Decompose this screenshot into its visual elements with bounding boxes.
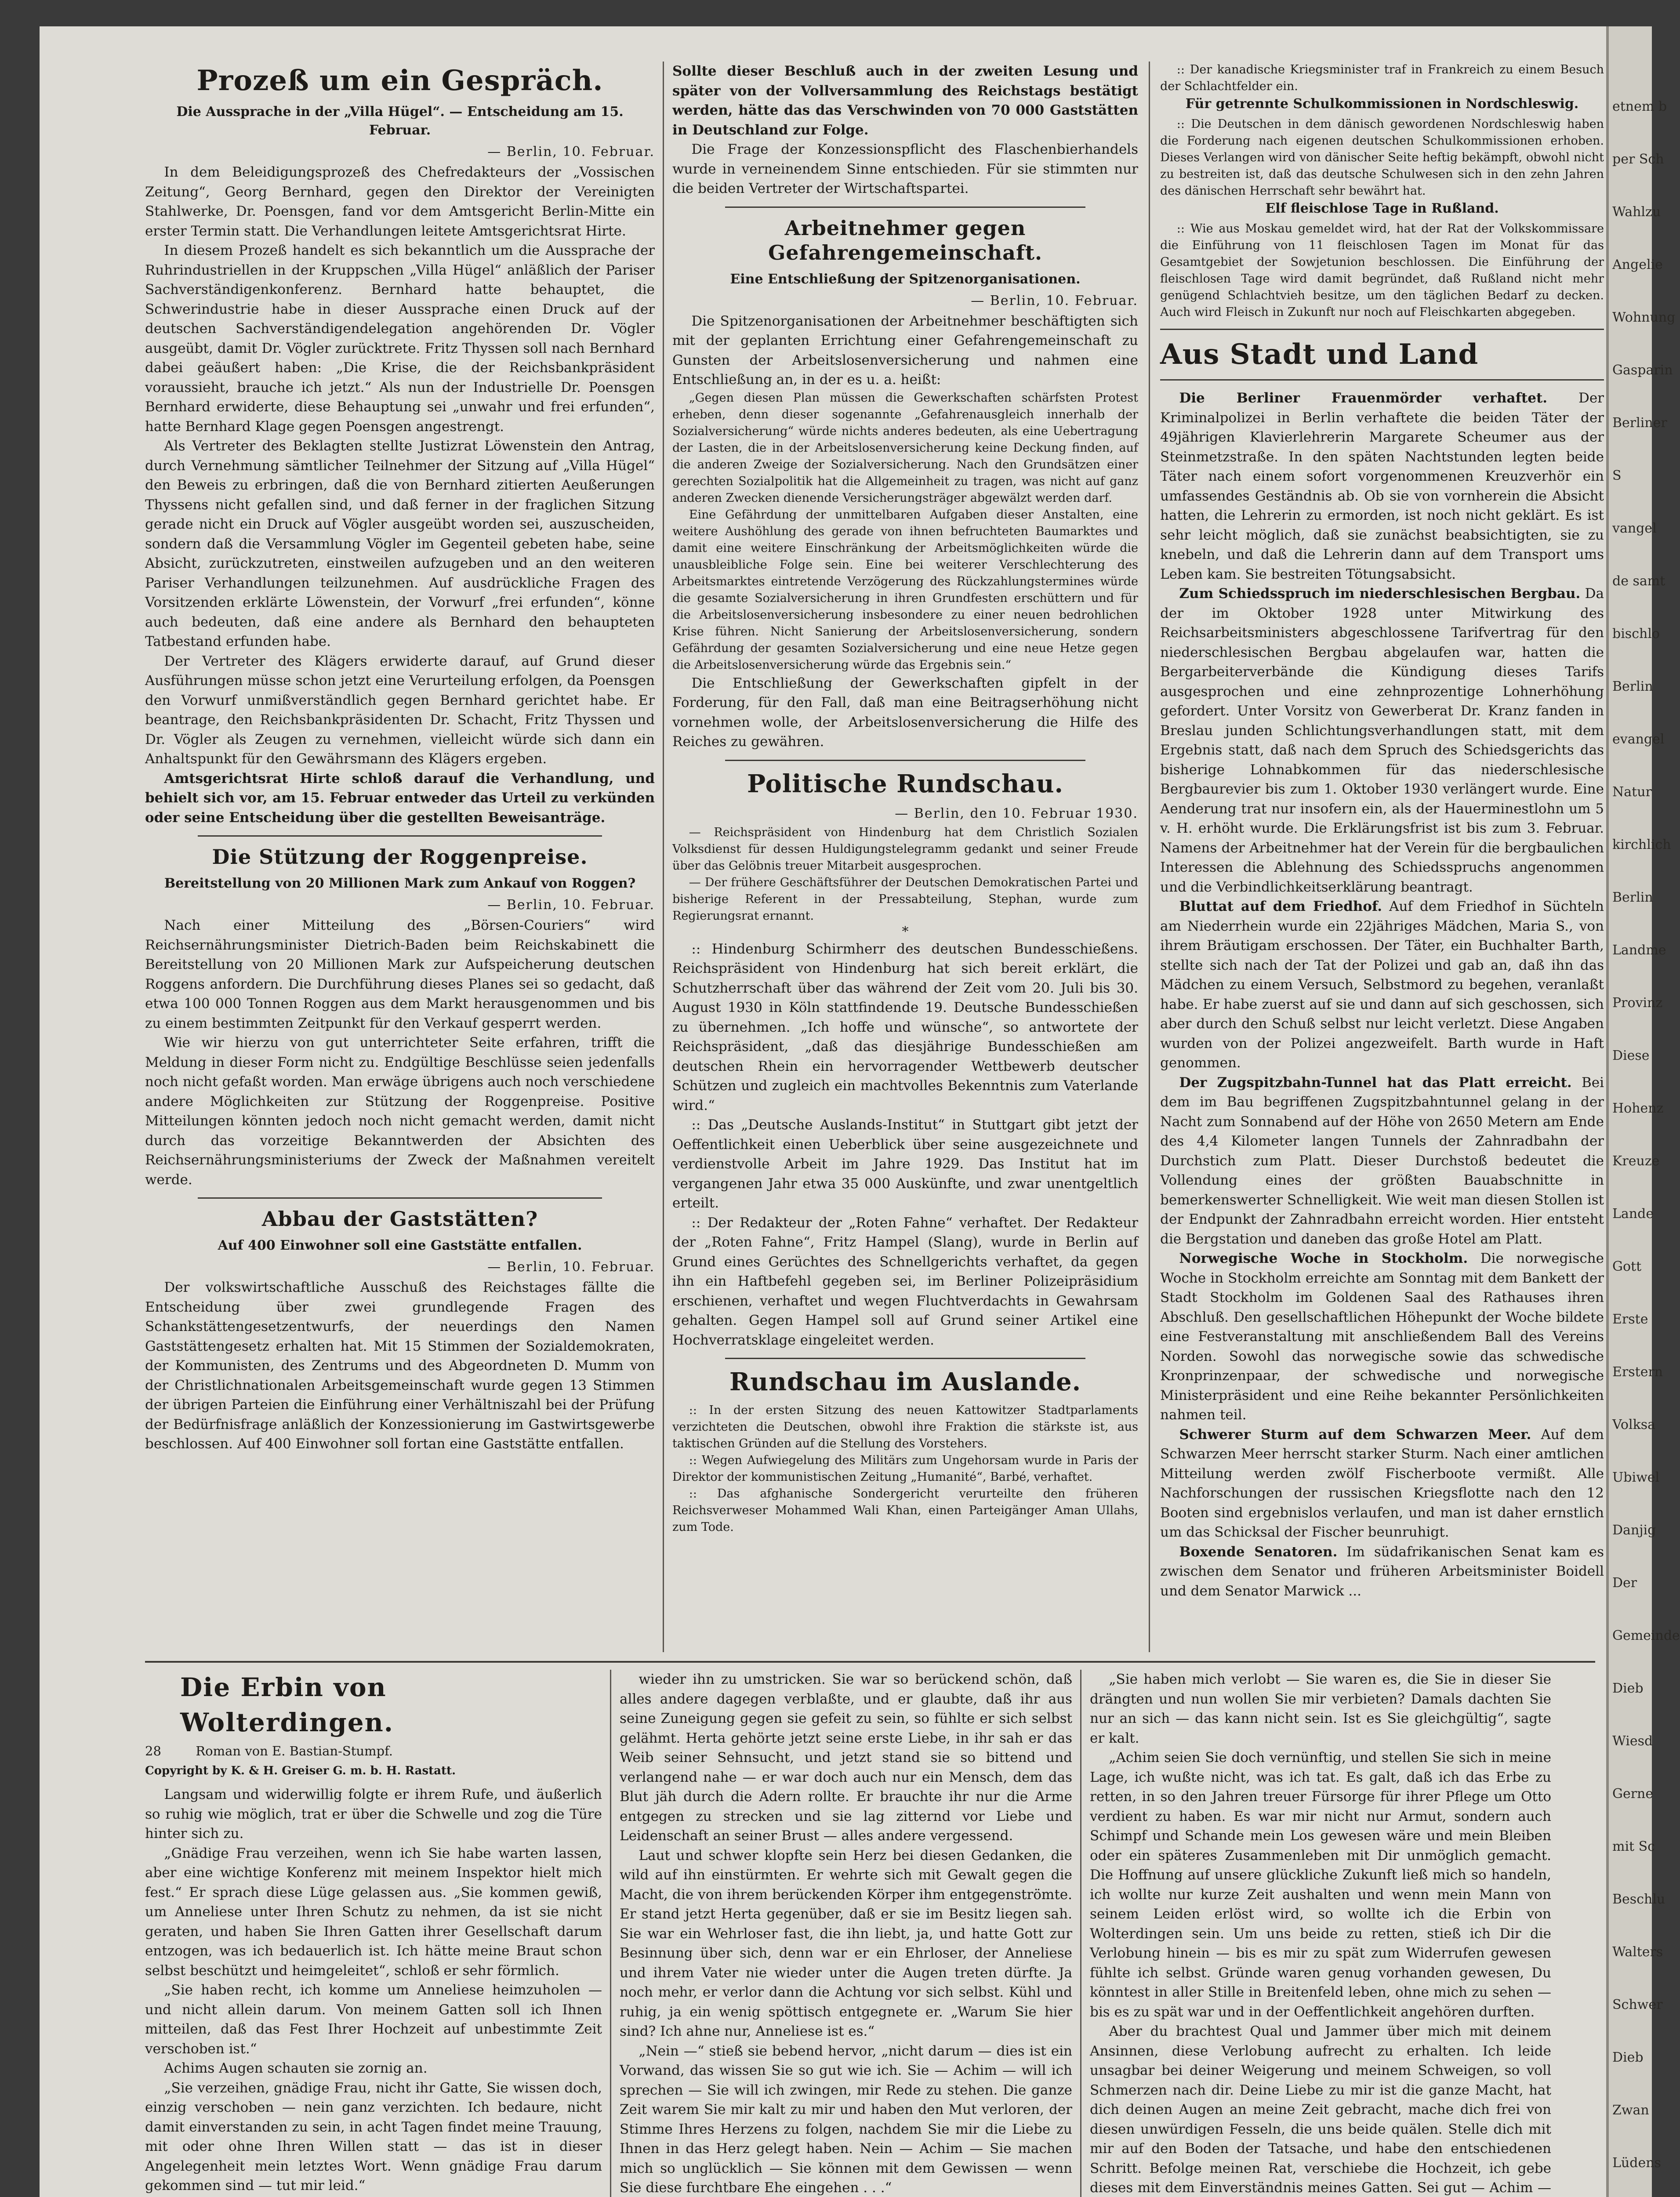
paragraph: Als Vertreter des Beklagten stellte Justizrat Löwenstein den Antrag, durch Vernehmung sämtlicher Teilnehmer der Sitzung auf „Villa Hügel“ den Beweis zu erbringen, daß die von Bernhard zitierten Aeußerungen Thyssens nicht gefallen sind, und daß ferner in der fraglichen Sitzung gerade nicht ein Druck auf Vögler ausgeübt worden sei, auszuscheiden, sondern daß die Versammlung Vögler im Gegenteil gebeten habe, seine Absicht, zurückzutreten, einstweilen aufzugeben und an den weiteren Pariser Verhandlungen teilzunehmen. Auf ausdrückliche Fragen des Vorsitzenden erklärte Löwenstein, der Vorwurf „frei erfunden“, könne auch bedeuten, daß eine andere als Bernhard den behaupteten Tatbestand erfunden habe. xyxy=(145,438,655,649)
edge-fragment: Volksa xyxy=(1612,1417,1656,1432)
edge-fragment: Walters xyxy=(1612,1944,1663,1960)
edge-fragment: Wahlzu xyxy=(1612,204,1661,220)
local-news-text: Der Kriminalpolizei in Berlin verhaftete die beiden Täter der 49jährigen Klavierlehrerin Margarete Scheumer aus der Steinmetzstraße. In den späten Nachtstunden legten beide Täter nach einem sofort vorgenommenen Kreuzverhör ein umfassendes Geständnis ab. Ob sie von vornherein die Absicht hatten, die Lehrerin zu ermorden, ist noch nicht geklärt. Es ist sehr leicht möglich, daß sie zunächst beabsichtigten, sie zu knebeln, und daß die Lehrerin dann auf dem Transport ums Leben kam. Sie bestreiten Tötungsabsicht. xyxy=(1160,390,1604,582)
dateline: — Berlin, 10. Februar. xyxy=(971,293,1138,308)
asterisk-divider: * xyxy=(902,924,909,939)
local-news-item xyxy=(1160,897,1604,1073)
edge-fragment: Gemeinde xyxy=(1612,1628,1680,1643)
edge-fragment: Dieb xyxy=(1612,2050,1644,2065)
article-subtitle: Die Aussprache in der „Villa Hügel“. — Entscheidung am 15. Februar. xyxy=(176,104,624,138)
edge-fragment: etnem b xyxy=(1612,99,1667,114)
local-news-list xyxy=(1160,388,1604,1601)
edge-fragment: Gott xyxy=(1612,1259,1642,1274)
article-subtitle: Bereitstellung von 20 Millionen Mark zum Ankauf von Roggen? xyxy=(164,876,636,891)
article-title: Prozeß um ein Gespräch. xyxy=(196,64,603,97)
local-news-text: Auf dem Friedhof in Süchteln am Niederrhein wurde ein 22jähriges Mädchen, Maria S., von ihrem Bräutigam erschossen. Der Täter, ein Buchhalter Barth, stellte sich nach der Tat der Polizei und gab an, daß ihn das Mädchen zu einem Versuch, Selbstmord zu begehen, veranlaßt habe. Er habe zuerst auf sie und dann auf sich geschossen, sich aber durch den Schuß selbst nur leicht verletzt. Diese Angaben wurden von der Polizei angezweifelt. Barth wurde in Haft genommen. xyxy=(1160,899,1604,1071)
column-2 xyxy=(672,62,1138,1652)
edge-fragment: kirchlich xyxy=(1612,837,1671,852)
serial-author: Roman von E. Bastian-Stumpf. xyxy=(196,1744,393,1758)
serial-title: Die Erbin von Wolterdingen. xyxy=(180,1672,394,1737)
paragraph: Nach einer Mitteilung des „Börsen-Couriers“ wird Reichsernährungsminister Dietrich-Baden beim Reichskabinett die Bereitstellung von 20 Millionen Mark zur Aufspeicherung deutschen Roggens anfordern. Die Durchführung dieses Planes sei so gedacht, daß etwa 100 000 Tonnen Roggen aus dem Markt herausgenommen und bis zu einem bestimmten Zeitpunkt für den Verkauf gesperrt werden. xyxy=(145,917,655,1031)
serial-paragraph: wieder ihn zu umstricken. Sie war so berückend schön, daß alles andere dagegen verblaßte, und er glaubte, daß ihr aus seine Zuneigung gegen sie gefeit zu sein, so fühlte er sich selbst gelähmt. Herta gehörte jetzt seine erste Liebe, in ihr sah er das Weib seiner Sehnsucht, und jetzt stand sie so bittend und verlangend nahe — er war doch auch nur ein Mensch, dem das Blut jäh durch die Adern rollte. Er brauchte ihr nur die Arme entgegen zu strecken und sie lag zitternd vor Liebe und Leidenschaft an seiner Brust — alles andere vergessend. xyxy=(620,1671,1072,1844)
edge-fragment: Diese xyxy=(1612,1048,1650,1063)
news-heading: Für getrennte Schulkommissionen in Nordschleswig. xyxy=(1185,96,1579,112)
section-title: Politische Rundschau. xyxy=(747,769,1064,798)
serial-paragraph: „Nein —“ stieß sie bebend hervor, „nicht darum — dies ist ein Vorwand, das wissen Sie so gut wie ich. Sie — Achim — will ich sprechen — Sie will ich zwingen, mir Rede zu stehen. Die ganze Zeit warem Sie mir kalt zu mir und haben den Mut verloren, der Stimme Ihres Herzens zu folgen, nachdem Sie mir die Liebe zu Ihnen in das Herz gelegt haben. Nein — Achim — Sie machen mich so unglücklich — Sie können mit dem Gewissen — wenn Sie diese furchtbare Ehe eingehen . . .“ xyxy=(620,2043,1072,2196)
serial-paragraph xyxy=(145,2196,602,2197)
paragraph: Wie wir hierzu von gut unterrichteter Seite erfahren, trifft die Meldung in dieser Form nicht zu. Endgültige Beschlüsse seien jedenfalls noch nicht gefaßt worden. Man erwäge übrigens auch noch verschiedene andere Möglichkeiten zur Stützung der Roggenpreise. Positive Mitteilungen könnten jedoch noch nicht gemacht werden, damit nicht durch das vorzeitige Bekanntwerden der Absichten des Reichsernährungsministeriums der Zweck der Maßnahmen vereitelt werde. xyxy=(145,1035,655,1188)
edge-fragment: vangel xyxy=(1612,521,1657,536)
edge-fragment: bischlo xyxy=(1612,626,1660,642)
local-news-heading: Die Berliner Frauenmörder verhaftet. xyxy=(1179,390,1548,406)
article-title: Die Stützung der Roggenpreise. xyxy=(212,845,588,869)
paragraph: Der Vertreter des Klägers erwiderte darauf, auf Grund dieser Ausführungen müsse schon jetzt eine Verurteilung erfolgen, da Poensgen den Vorwurf unmißverständlich gegen Bernhard gerichtet habe. Er beantrage, den Reichsbankpräsidenten Dr. Schacht, Fritz Thyssen und Dr. Vögler als Zeugen zu vernehmen, vielleicht würde sich dann ein Anhaltspunkt für den Gewährsmann des Klägers ergeben. xyxy=(145,653,655,767)
edge-fragment: Kreuze xyxy=(1612,1153,1660,1169)
paragraph: Der volkswirtschaftliche Ausschuß des Reichstages fällte die Entscheidung über zwei grundlegende Fragen des Schankstättengesetzentwurfs, der neuerdings den Namen Gaststättengesetz erhalten hat. Mit 15 Stimmen der Sozialdemokraten, der Kommunisten, des Zentrums und des Abgeordneten D. Mumm von der Christlichnationalen Arbeitsgemeinschaft wurde gegen 13 Stimmen der übrigen Parteien die Einführung einer Verhältniszahl bei der Prüfung der Bedürfnisfrage anläßlich der Konzessionierung im Gastwirtsgewerbe beschlossen. Auf 400 Einwohner soll fortan eine Gaststätte entfallen. xyxy=(145,1280,655,1452)
paragraph: Amtsgerichtsrat Hirte schloß darauf die Verhandlung, und behielt sich vor, am 15. Februar entweder das Urteil zu verkünden oder seine Entscheidung über die gestellten Beweisanträge. xyxy=(145,770,655,826)
column-rule xyxy=(663,62,664,1652)
dateline: — Berlin, 10. Februar. xyxy=(487,144,655,160)
serial-paragraph: „Sie haben mich verlobt — Sie waren es, die Sie in dieser Sie drängten und nun wollen Sie mir verbieten? Damals dachten Sie nur an sich — das kann nicht sein. Ist es Sie gleichgültig“, sagte er kalt. xyxy=(1090,1671,1551,1746)
dateline: — Berlin, den 10. Februar 1930. xyxy=(895,805,1138,821)
edge-fragment: Gerne xyxy=(1612,1786,1654,1802)
separator xyxy=(1160,329,1604,330)
serial-column-2 xyxy=(620,1670,1072,2197)
news-item: :: Wie aus Moskau gemeldet wird, hat der Rat der Volkskommissare die Einführung von 11 fleischlosen Tagen im Monat für das Gesamtgebiet der Sowjetunion beschlossen. Die Einführung der fleischlosen Tage wird damit begründet, daß Rußland nicht mehr genügend Schlachtvieh besitze, um den täglichen Bedarf zu decken. Auch wird Fleisch in Zukunft nur noch auf Fleischkarten abgegeben. xyxy=(1160,222,1604,319)
separator xyxy=(725,1358,1085,1359)
news-item: — Reichspräsident von Hindenburg hat dem Christlich Sozialen Volksdienst für dessen Huldigungstelegramm gedankt und seiner Freude über das Gelöbnis treuer Mitarbeit ausgesprochen. xyxy=(672,825,1138,873)
edge-fragment: Der xyxy=(1612,1575,1637,1591)
paragraph: In dem Beleidigungsprozeß des Chefredakteurs der „Vossischen Zeitung“, Georg Bernhard, gegen den Direktor der Vereinigten Stahlwerke, Dr. Poensgen, fand vor dem Amtsgericht Berlin-Mitte ein erster Termin statt. Die Verhandlungen leitete Amtsgerichtsrat Hirte. xyxy=(145,164,655,239)
edge-fragment: mit Sc xyxy=(1612,1839,1655,1854)
edge-fragment: Angelie xyxy=(1612,257,1663,272)
separator xyxy=(725,207,1085,208)
local-news-text: Da der im Oktober 1928 unter Mitwirkung des Reichsarbeitsministers abgeschlossene Tarifvertrag für den niederschlesischen Bergbau abgelaufen war, hatten die Bergarbeiterverbände die Kündigung dieses Tarifs ausgesprochen und eine zehnprozentige Lohnerhöhung gefordert. Unter Vorsitz von Gewerberat Dr. Kranz fanden in Breslau junden Schlichtungsverhandlungen statt, mit dem Ergebnis statt, daß nach dem Spruch des Schiedsgerichts das bisherige Lohnabkommen für das niederschlesische Bergbaurevier bis zum 1. Oktober 1930 verlängert wurde. Eine Aenderung trat nur insofern ein, als der Hauerminestlohn um 5 v. H. erhöht wurde. Die Erklärungsfrist ist bis zum 3. Februar. Namens der Arbeitnehmer hat der Verein für die bergbaulichen Interessen die Ablehnung des Schiedsspruchs angenommen und die Verbindlichkeitserklärung beantragt. xyxy=(1160,586,1604,895)
serial-paragraph: Achims Augen schauten sie zornig an. xyxy=(164,2060,428,2076)
column-1 xyxy=(145,62,655,1652)
article-title: Abbau der Gaststätten? xyxy=(261,1207,538,1231)
local-news-heading: Der Zugspitzbahn-Tunnel hat das Platt erreicht. xyxy=(1179,1074,1572,1091)
edge-fragment: Lüdens xyxy=(1612,2155,1661,2171)
local-news-heading: Schwerer Sturm auf dem Schwarzen Meer. xyxy=(1179,1426,1531,1443)
installment-number: 28 xyxy=(145,1744,161,1758)
news-item: :: Der Redakteur der „Roten Fahne“ verhaftet. Der Redakteur der „Roten Fahne“, Fritz Hampel (Slang), wurde in Berlin auf Grund eines Gerüchtes des Schnellgerichts verhaftet, da gegen ihn ein Haftbefehl gegeben sei, im Berliner Polizeipräsidium erschienen, verhaftet und wegen Fluchtverdachts in Gewahrsam gehalten. Gegen Hampel soll auf Grund seiner Artikel eine Hochverratsklage eingeleitet werden. xyxy=(672,1215,1138,1348)
serial-column-1 xyxy=(145,1670,602,2197)
edge-fragment: Landme xyxy=(1612,943,1666,958)
news-heading: Elf fleischlose Tage in Rußland. xyxy=(1265,201,1499,216)
local-news-text: Bei dem im Bau begriffenen Zugspitzbahntunnel gelang in der Nacht zum Sonnabend auf der Höhe von 2650 Metern am Ende des 4,4 Kilometer langen Tunnels der Zahnradbahn der Durchstich zum Platt. Dieser Durchstoß bedeutet die Vollendung eines der größten Bauabschnitte in bemerkenswerter Schnelligkeit. Wie weit man diesen Stollen ist der Endpunkt der Zahnradbahn erreicht worden. Hier entsteht die Bergstation und daneben das große Hotel am Platt. xyxy=(1160,1074,1604,1247)
column-rule xyxy=(1149,62,1150,1652)
news-item: :: In der ersten Sitzung des neuen Kattowitzer Stadtparlaments verzichteten die Deutschen, obwohl ihre Fraktion die stärkste ist, aus taktischen Gründen auf die Stellung des Vorstehers. xyxy=(672,1403,1138,1450)
separator xyxy=(1160,379,1604,381)
news-item: — Der frühere Geschäftsführer der Deutschen Demokratischen Partei und bisherige Referent in der Pressabteilung, Stephan, wurde zum Regierungsrat ernannt. xyxy=(672,875,1138,923)
local-news-item xyxy=(1160,584,1604,897)
local-news-item xyxy=(1160,1542,1604,1601)
column-rule xyxy=(1080,1670,1081,2197)
section-rule xyxy=(145,1661,1595,1663)
news-item: :: Hindenburg Schirmherr des deutschen Bundesschießens. Reichspräsident von Hindenburg hat sich bereit erklärt, die Schutzherrschaft über das während der Zeit vom 20. Juli bis 30. August 1930 in Köln stattfindende 19. Deutsche Bundesschießen zu übernehmen. „Ich hoffe und wünsche“, so antwortete der Reichspräsident, „daß das diesjährige Bundesschießen am deutschen Rhein ein hervorragender Wettbewerb deutscher Schützen und zugleich ein machtvolles Bekenntnis zum Vaterlande wird.“ xyxy=(672,941,1138,1113)
edge-fragment: Danjig xyxy=(1612,1523,1656,1538)
edge-fragment: Berlin xyxy=(1612,679,1653,694)
edge-fragment: de samt xyxy=(1612,573,1665,589)
dateline: — Berlin, 10. Februar. xyxy=(487,897,655,913)
paragraph: „Gegen diesen Plan müssen die Gewerkschaften schärfsten Protest erheben, denn dieser sogenannte „Gefahrenausgleich innerhalb der Sozialversicherung“ würde nichts anderes bedeuten, als eine Uebertragung der Lasten, die in der Arbeitslosenversicherung keine Deckung finden, auf die anderen Zweige der Sozialversicherung. Nach den Grundsätzen einer gerechten Sozialpolitik hat die Allgemeinheit zu tragen, was nicht auf ganz anderen Zwecken dienende Versicherungsträger abgewälzt werden darf. xyxy=(672,391,1138,505)
paragraph: Eine Gefährdung der unmittelbaren Aufgaben dieser Anstalten, eine weitere Aushöhlung des gerade von ihnen befruchteten Baumarktes und damit eine weitere Einschränkung der Arbeitsmöglichkeiten würde die unausbleibliche Folge sein. Eine bei weiterer Verschlechterung des Arbeitsmarktes eintretende Verzögerung des Rückzahlungstermines würde die gesamte Sozialversicherung in ihren Grundfesten erschüttern und für die Arbeitslosenversicherung insbesondere zu einer neuen bedrohlichen Krise führen. Nicht Sanierung der Arbeitslosenversicherung, sondern Gefährdung der gesamten Sozialversicherung und eine neue Hetze gegen die Arbeitslosenversicherung würde das Ergebnis sein.“ xyxy=(672,508,1138,672)
edge-fragment: Erste xyxy=(1612,1312,1648,1327)
edge-fragment: Natur xyxy=(1612,784,1652,800)
local-news-text: Auf dem Schwarzen Meer herrscht starker Sturm. Nach einer amtlichen Mitteilung werden zwölf Fischerboote vermißt. Alle Nachforschungen der russischen Kriegsflotte nach den 12 Booten sind ergebnislos verlaufen, und man ist daher ernstlich um das Schicksal der Fischer beunruhigt. xyxy=(1160,1426,1604,1540)
paragraph: Sollte dieser Beschluß auch in der zweiten Lesung und später von der Vollversammlung des Reichstags bestätigt werden, hätte das das Verschwinden von 70 000 Gaststätten in Deutschland zur Folge. xyxy=(672,63,1138,138)
serial-paragraph: „Achim seien Sie doch vernünftig, und stellen Sie sich in meine Lage, ich wußte nicht, was ich tat. Es galt, daß ich das Erbe zu retten, in so den Jahren treuer Fürsorge für ihrer Pflege um Otto verdient zu haben. Es war mir nicht nur Armut, sondern auch Schimpf und Schande mein Los gewesen wäre und mein Bleiben oder ein späteres Zusammenleben mit Dir unmöglich gemacht. Die Hoffnung auf unsere glückliche Zukunft ließ mich so handeln, ich wollte nur kurze Zeit aushalten und wenn mein Mann von seinem Leiden erlöst wird, so wollte ich die Erbin von Wolterdingen sein. Um uns beide zu retten, stieß ich Dir die Verlobung hinein — bis es mir zu spät zum Widerrufen gewesen fühlte ich selbst. Gründe waren genug vorhanden gewesen, Du könntest in aller Stille in Breitenfeld leben, ohne mich zu sehen — bis es zu spät war und in der Oeffentlichkeit angehören durften. xyxy=(1090,1750,1551,2020)
edge-fragment: Erstern xyxy=(1612,1364,1663,1380)
local-news-heading: Boxende Senatoren. xyxy=(1179,1544,1338,1560)
edge-fragment: Gasparin xyxy=(1612,363,1673,378)
edge-fragment: Schwer xyxy=(1612,1997,1663,2012)
paragraph: Die Spitzenorganisationen der Arbeitnehmer beschäftigten sich mit der geplanten Errichtung einer Gefahrengemeinschaft zu Gunsten der Arbeitslosenversicherung und nahmen eine Entschließung an, in der es u. a. heißt: xyxy=(672,313,1138,388)
edge-fragment: S xyxy=(1612,468,1622,483)
adjacent-page-edge xyxy=(1606,26,1680,2197)
separator xyxy=(198,1197,602,1199)
edge-fragment: Lande xyxy=(1612,1206,1654,1222)
column-rule xyxy=(610,1670,611,2197)
column-3 xyxy=(1160,62,1604,1652)
serial-meta xyxy=(145,1742,602,1760)
serial-paragraph: Laut und schwer klopfte sein Herz bei diesen Gedanken, die wild auf ihn einstürmten. Er wehrte sich mit Gewalt gegen die Macht, die von ihrem berückenden Körper ihm entgegenströmte. Er stand jetzt Herta gegenüber, daß er sie im Besitz liegen sah. Sie war ein Wehrloser fast, die ihn liebt, ja, und hatte Gott zur Besinnung über sich, denn war er ein Ehrloser, der Anneliese und ihrem Vater nie wieder unter die Augen treten dürfte. Ja noch mehr, er verlor dann die Achtung vor sich selbst. Kühl und ruhig, ja ein wenig spöttisch entgegnete er. „Warum Sie hier sind? Ich ahne nur, Anneliese ist es.“ xyxy=(620,1847,1072,2039)
article-subtitle: Auf 400 Einwohner soll eine Gaststätte entfallen. xyxy=(218,1238,582,1253)
serial-paragraph: „Sie haben recht, ich komme um Anneliese heimzuholen — und nicht allein darum. Von meinem Gatten soll ich Ihnen mitteilen, daß das Fest Ihrer Hochzeit auf unbestimmte Zeit verschoben ist.“ xyxy=(145,1982,602,2057)
section-title: Rundschau im Auslande. xyxy=(729,1367,1081,1396)
edge-fragment: Wohnung xyxy=(1612,310,1676,325)
separator xyxy=(198,835,602,837)
serial-paragraph: Langsam und widerwillig folgte er ihrem Rufe, und äußerlich so ruhig wie möglich, trat er über die Schwelle und zog die Türe hinter sich zu. xyxy=(145,1787,602,1842)
local-news-text: Im südafrikanischen Senat kam es zwischen dem Senator und früheren Arbeitsminister Boidell und dem Senator Marwick ... xyxy=(1160,1544,1604,1599)
article-subtitle: Eine Entschließung der Spitzenorganisationen. xyxy=(730,271,1081,287)
serial-section xyxy=(145,1670,1595,2197)
dateline: — Berlin, 10. Februar. xyxy=(487,1259,655,1275)
local-news-heading: Norwegische Woche in Stockholm. xyxy=(1179,1251,1468,1266)
edge-fragment: Berlin xyxy=(1612,890,1653,905)
upper-section xyxy=(145,62,1604,1652)
section-title: Aus Stadt und Land xyxy=(1160,338,1479,371)
news-item: :: Das „Deutsche Auslands-Institut“ in Stuttgart gibt jetzt der Oeffentlichkeit einen Ueberblick über seine ausgezeichnete und verdienstvolle Arbeit im Jahre 1929. Das Institut hat im vergangenen Jahr etwa 35 000 Auskünfte, und zwar unentgeltlich erteilt. xyxy=(672,1117,1138,1211)
news-item: :: Die Deutschen in dem dänisch gewordenen Nordschleswig haben die Forderung nach eigenen deutschen Schulkommissionen erhoben. Dieses Verlangen wird von dänischer Seite heftig bekämpft, obwohl nicht zu bestreiten ist, daß das deutsche Schulwesen sich in den zehn Jahren des dänischen Herrschaft sehr bewährt hat. xyxy=(1160,117,1604,198)
article-title: Arbeitnehmer gegen Gefahrengemeinschaft. xyxy=(768,216,1043,265)
local-news-item xyxy=(1160,388,1604,584)
paragraph: Die Entschließung der Gewerkschaften gipfelt in der Forderung, für den Fall, daß man eine Beitragserhöhung nicht vornehmen wolle, der Arbeitslosenversicherung die Hilfe des Reiches zu gewähren. xyxy=(672,675,1138,750)
news-item: :: Wegen Aufwiegelung des Militärs zum Ungehorsam wurde in Paris der Direktor der kommunistischen Zeitung „Humanité“, Barbé, verhaftet. xyxy=(672,1454,1138,1484)
news-item: :: Das afghanische Sondergericht verurteilte den früheren Reichsverweser Mohammed Wali Khan, einen Parteigänger Aman Ullahs, zum Tode. xyxy=(672,1487,1138,1534)
edge-fragment: Berliner xyxy=(1612,415,1667,431)
edge-fragment: evangel xyxy=(1612,732,1665,747)
edge-fragment: Ubiwel xyxy=(1612,1470,1660,1485)
local-news-heading: Bluttat auf dem Friedhof. xyxy=(1179,899,1382,914)
news-item: :: Der kanadische Kriegsminister traf in Frankreich zu einem Besuch der Schlachtfelder ein. xyxy=(1160,63,1604,93)
edge-fragment: Dieb xyxy=(1612,1681,1644,1696)
local-news-item xyxy=(1160,1073,1604,1249)
edge-fragment: Wiesd xyxy=(1612,1733,1653,1749)
local-news-heading: Zum Schiedsspruch im niederschlesischen Bergbau. xyxy=(1179,586,1581,602)
paragraph: In diesem Prozeß handelt es sich bekanntlich um die Aussprache der Ruhrindustriellen in der Kruppschen „Villa Hügel“ anläßlich der Pariser Sachverständigenkonferenz. Bernhard hatte behauptet, die Schwerindustrie habe in dieser Aussprache einen Druck auf der deutschen Sachverständigendelegation angehörenden Dr. Vögler ausgeübt, damit Dr. Vögler zurücktrete. Fritz Thyssen soll nach Bernhard dabei geäußert haben: „Die Krise, die der Reichsbankpräsident voraussieht, brauche ich jetzt.“ Als nun der Industrielle Dr. Poensgen Bernhard erwiderte, diese Behauptung sei „unwahr und frei erfunden“, hatte Bernhard Klage gegen Poensgen angestrengt. xyxy=(145,243,655,435)
local-news-item xyxy=(1160,1425,1604,1542)
serial-paragraph: „Gnädige Frau verzeihen, wenn ich Sie habe warten lassen, aber eine wichtige Konferenz mit meinem Inspektor hielt mich fest.“ Er sprach diese Lüge gelassen aus. „Sie kommen gewiß, um Anneliese unter Ihren Schutz zu nehmen, da ist sie nicht geraten, und haben Sie Ihren Gatten ihrer Gesellschaft darum entzogen, was ich bedauerlich ist. Ich hätte meine Braut schon selbst beschützt und heimgeleitet“, schloß er sehr förmlich. xyxy=(145,1845,602,1979)
serial-text xyxy=(145,1785,602,2197)
serial-text xyxy=(620,1670,1072,2197)
serial-column-3 xyxy=(1090,1670,1551,2197)
local-news-text: Die norwegische Woche in Stockholm erreichte am Sonntag mit dem Bankett der Stadt Stockholm im Goldenen Saal des Rathauses ihren Abschluß. Den gesellschaftlichen Höhepunkt der Woche bildete eine Festveranstaltung mit anschließendem Ball des Vereins Norden. Sowohl das norwegische sowie das schwedische Kronprinzenpaar, der schwedische und norwegische Ministerpräsident und eine Reihe bekannter Persönlichkeiten nahmen teil. xyxy=(1160,1251,1604,1423)
serial-paragraph: Aber du brachtest Qual und Jammer über mich mit deinem Ansinnen, diese Verlobung aufrecht zu erhalten. Ich leide unsagbar bei deiner Weigerung und meinem Schweigen, so voll Schmerzen nach dir. Deine Liebe zu mir ist die ganze Macht, hat dich deinen Augen an meine Zeit gebracht, mache dich frei von diesen unwürdigen Fesseln, die uns beide quälen. Stelle dich mit mir auf den Boden der Tatsache, und habe den entschiedenen Schritt. Befolge meinen Rat, verschiebe die Hochzeit, ich gebe dieses mit dem Einverständnis meines Gatten. Sei gut — Achim — xyxy=(1090,2023,1551,2196)
edge-fragment: Provinz xyxy=(1612,995,1663,1011)
edge-fragment: Hohenz xyxy=(1612,1101,1664,1116)
serial-text xyxy=(1090,1670,1551,2197)
paragraph: Die Frage der Konzessionspflicht des Flaschenbierhandels wurde in verneinendem Sinne entschieden. Für sie stimmten nur die beiden Vertreter der Wirtschaftspartei. xyxy=(672,141,1138,196)
local-news-item xyxy=(1160,1249,1604,1425)
edge-fragment: per Sch xyxy=(1612,152,1664,167)
edge-fragment: Beschlu xyxy=(1612,1892,1665,1907)
serial-paragraph: „Sie verzeihen, gnädige Frau, nicht ihr Gatte, Sie wissen doch, einzig verschoben — nein ganz verzichten. Ich bedaure, nicht damit einverstanden zu sein, in acht Tagen findet meine Trauung, mit oder ohne Ihren Willen statt — das ist in dieser Angelegenheit mein letztes Wort. Wenn gnädige Frau darum gekommen sind — tut mir leid.“ xyxy=(145,2080,602,2193)
edge-fragment: Zwan xyxy=(1612,2103,1649,2118)
copyright-line: Copyright by K. & H. Greiser G. m. b. H. Rastatt. xyxy=(145,1764,456,1777)
separator xyxy=(725,760,1085,761)
